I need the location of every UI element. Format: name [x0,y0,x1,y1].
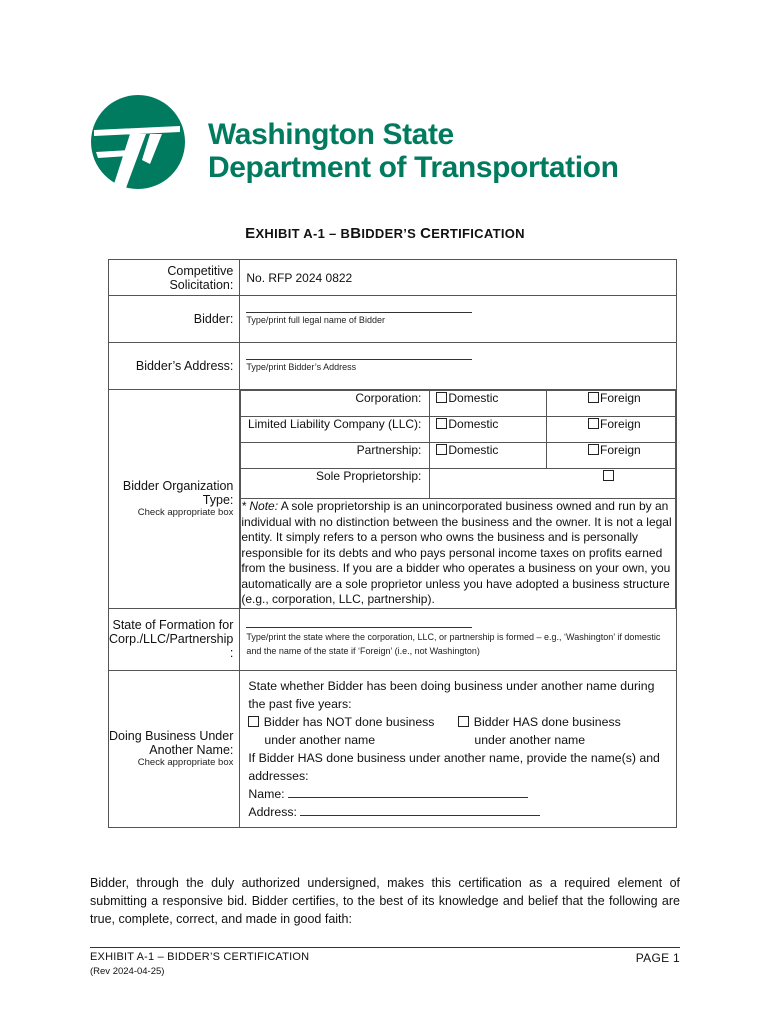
formation-label-1: State of Formation for [112,618,234,632]
dba-followup: If Bidder HAS done business under another name, provide the name(s) and addresses: [248,750,660,783]
org-type-sole-proprietorship: Sole Proprietorship: [241,469,430,499]
footer-rule [90,947,680,948]
dba-has-checkbox[interactable] [458,716,469,727]
dba-name-label: Name: [248,786,285,801]
address-label: Bidder’s Address: [135,359,234,373]
wsdot-emblem-icon [90,92,190,192]
footer-page-number: PAGE 1 [635,951,680,965]
dba-address-field[interactable] [300,805,540,816]
dba-question: State whether Bidder has been doing business under another name during the past five years: [248,678,655,711]
footer-title: EXHIBIT A-1 – BIDDER’S CERTIFICATION [90,951,310,963]
org-type-sub: Check appropriate box [137,507,234,519]
partnership-domestic-checkbox[interactable] [436,444,447,455]
llc-foreign-checkbox[interactable] [588,418,599,429]
formation-label-2: Corp./LLC/Partnership : [109,632,234,660]
solicitation-value: No. RFP 2024 0822 [246,270,353,285]
wsdot-logo [90,92,690,192]
dba-label-1: Doing Business Under [109,729,234,743]
logo-line-2: Department of Transportation [208,151,619,184]
sole-proprietorship-checkbox[interactable] [603,470,614,481]
solicitation-label: Competitive Solicitation: [167,263,234,292]
bidder-address-field[interactable] [246,349,472,360]
footer-revision: (Rev 2024-04-25) [90,966,165,977]
corp-foreign-checkbox[interactable] [588,392,599,403]
sole-proprietorship-note: * Note: A sole proprietorship is an unincorporated business owned and run by an individual with no distinction between the business and the owner. It is not a legal entity. It simply refers to a person who owns the business and is personally responsible for its debts and who pays personal income taxes on profits earned from the business. If you are a bidder who operates a business on your own, you automatically are a sole proprietor unless you have adopted a business structure (e.g., corporation, LLC, partnership). [241,499,676,608]
dba-name-field[interactable] [288,787,528,798]
dba-address-label: Address: [248,804,297,819]
org-type-label: Bidder Organization Type: [122,479,234,508]
state-of-formation-field[interactable] [246,615,472,628]
row-bidder [109,296,677,343]
certification-paragraph: Bidder, through the duly authorized undersigned, makes this certification as a required element of submitting a responsive bid. Bidder certifies, to the best of its knowledge and belief that the following are true, complete, correct, and made in good faith: [90,876,680,926]
dba-not-checkbox[interactable] [248,716,259,727]
bidder-name-field[interactable] [246,302,472,313]
row-solicitation [109,260,677,296]
dba-label-2: Another Name: [149,743,234,757]
address-hint: Type/print Bidder’s Address [246,362,357,372]
row-dba [109,670,677,827]
corp-domestic-checkbox[interactable] [436,392,447,403]
org-type-partnership: Partnership: [241,443,430,469]
partnership-foreign-checkbox[interactable] [588,444,599,455]
certification-table [108,259,677,828]
llc-domestic-checkbox[interactable] [436,418,447,429]
row-formation [109,608,677,670]
org-type-corporation: Corporation: [241,391,430,417]
bidder-label: Bidder: [193,312,234,326]
org-type-options: Corporation: Domestic Foreign Limited Liability Company (LLC): Domestic Foreign Partnership: Domestic Foreign Sole Proprietorship: * Note: A sole proprietorship is an unincorporated business owned and run by an individual with no distinction between the business and the owner. It is not a legal entity. It simply refers to a person who owns the business and is personally responsible for its debts and who pays personal income taxes on profits earned from the business. If you are a bidder who operates a business on your own, you automatically are a sole proprietor unless you have adopted a business structure (e.g., corporation, LLC, partnership). [240,390,676,608]
formation-hint: Type/print the state where the corporation, LLC, or partnership is formed – e.g., ‘Washington’ if domestic and the name of the state if ‘Foreign’ (i.e., not Washington) [246,631,661,656]
org-type-llc: Limited Liability Company (LLC): [241,417,430,443]
dba-option-has: Bidder HAS done business under another name [458,713,668,749]
dba-sub: Check appropriate box [137,757,234,768]
bidder-hint: Type/print full legal name of Bidder [246,315,385,325]
document-title: EXHIBIT A-1 – BBIDDER’S CERTIFICATION [245,225,525,242]
logo-line-1: Washington State [208,118,454,151]
dba-option-not: Bidder has NOT done business under another name [248,713,458,749]
row-organization [109,390,677,609]
row-address [109,343,677,390]
